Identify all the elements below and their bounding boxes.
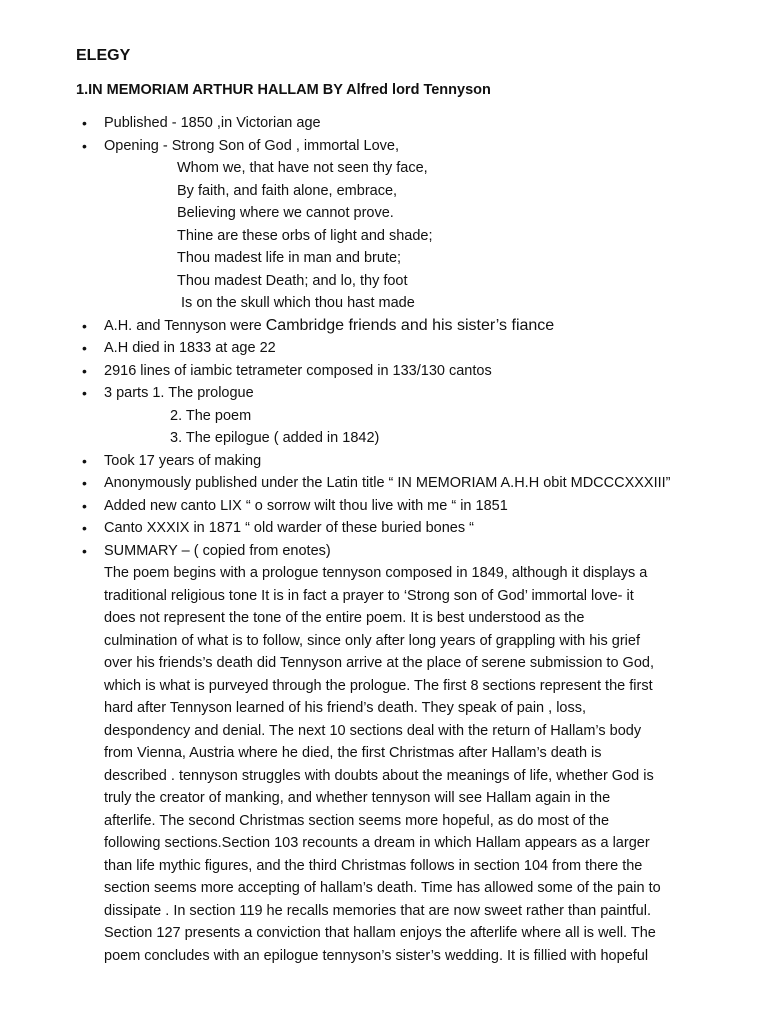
died-text: A.H died in 1833 at age 22: [104, 340, 276, 356]
list-item-lines: [80, 360, 700, 383]
published-text: Published - 1850 ,in Victorian age: [104, 115, 321, 131]
summary-line: truly the creator of manking, and whether tennyson will see Hallam again in the: [104, 790, 611, 806]
summary-line: The poem begins with a prologue tennyson composed in 1849, although it displays a: [104, 565, 648, 581]
summary-line: traditional religious tone It is in fact a prayer to ‘Strong son of God’ immortal love- it: [104, 587, 634, 604]
list-item-opening: [80, 135, 700, 315]
verse-line: Whom we, that have not seen thy face,: [177, 160, 428, 176]
list-item-anonymous: [80, 472, 700, 495]
summary-line: hard after Tennyson learned of his friend’s death. They speak of pain , loss,: [104, 700, 587, 716]
verse-line: Believing where we cannot prove.: [177, 205, 394, 221]
summary-label: • SUMMARY – ( copied from enotes): [104, 542, 331, 559]
parts-first-line: • 3 parts 1. The prologue: [104, 385, 254, 401]
list-item-took: [80, 450, 700, 473]
opening-first-line: • Opening - Strong Son of God , immortal Love,: [104, 137, 399, 154]
parts-line: 3. The epilogue ( added in 1842): [170, 430, 380, 446]
took-text: Took 17 years of making: [104, 452, 262, 469]
summary-line: which is what is purveyed through the prologue. The first 8 sections represent the first: [104, 677, 653, 694]
summary-line: from Vienna, Austria where he died, the first Christmas after Hallam’s death is: [104, 745, 602, 761]
notes-list: [80, 112, 700, 967]
summary-line: than life mythic figures, and the third Christmas follows in section 104 from there the: [104, 857, 643, 874]
summary-line: dissipate . In section 119 he recalls memories that are now sweet rather than paintful.: [104, 902, 651, 919]
anonymous-text: Anonymously published under the Latin title “ IN MEMORIAM A.H.H obit MDCCCXXXIII”: [104, 475, 671, 491]
lines-text: 2916 lines of iambic tetrameter composed in 133/130 cantos: [104, 362, 492, 379]
summary-line: despondency and denial. The next 10 sections deal with the return of Hallam’s body: [104, 722, 642, 739]
verse-line: By faith, and faith alone, embrace,: [177, 182, 398, 199]
summary-line: culmination of what is to follow, since only after long years of grappling with his grief: [104, 632, 640, 649]
verse-line: Thine are these orbs of light and shade;: [177, 227, 433, 244]
summary-line: over his friends’s death did Tennyson arrive at the place of serene submission to God,: [104, 655, 654, 671]
list-item-canto-xxxix: [80, 517, 700, 540]
summary-line: described . tennyson struggles with doubts about the meanings of life, whether God is: [104, 767, 654, 784]
canto-xxxix-text: Canto XXXIX in 1871 “ old warder of these buried bones “: [104, 520, 474, 536]
friends-prefix: A.H. and Tennyson were: [104, 317, 266, 334]
document-subtitle: 1.IN MEMORIAM ARTHUR HALLAM BY Alfred lord Tennyson: [76, 82, 491, 98]
summary-line: Section 127 presents a conviction that hallam enjoys the afterlife where all is well. The: [104, 925, 656, 941]
summary-line: following sections.Section 103 recounts a dream in which Hallam appears as a larger: [104, 835, 650, 851]
summary-line: afterlife. The second Christmas section seems more hopeful, as do most of the: [104, 812, 610, 829]
document-title: ELEGY: [76, 47, 131, 64]
parts-line: 2. The poem: [170, 407, 252, 424]
verse-line: Thou madest Death; and lo, thy foot: [177, 272, 408, 289]
summary-line: does not represent the tone of the entire poem. It is best understood as the: [104, 610, 585, 626]
list-item-friends: [80, 315, 700, 338]
friends-suffix: Cambridge friends and his sister’s fiance: [265, 316, 555, 334]
list-item-published: [80, 112, 700, 135]
summary-line: section seems more accepting of hallam’s death. Time has allowed some of the pain to: [104, 880, 661, 896]
list-item-parts: [80, 382, 700, 450]
list-item-died: [80, 337, 700, 360]
summary-line: poem concludes with an epilogue tennyson’s sister’s wedding. It is fillied with hopeful: [104, 947, 649, 964]
verse-line: Thou madest life in man and brute;: [177, 250, 402, 266]
list-item-summary: [80, 540, 700, 968]
list-item-added-canto: [80, 495, 700, 518]
added-canto-text: Added new canto LIX “ o sorrow wilt thou live with me “ in 1851: [104, 497, 508, 514]
verse-line: Is on the skull which thou hast made: [177, 295, 415, 311]
